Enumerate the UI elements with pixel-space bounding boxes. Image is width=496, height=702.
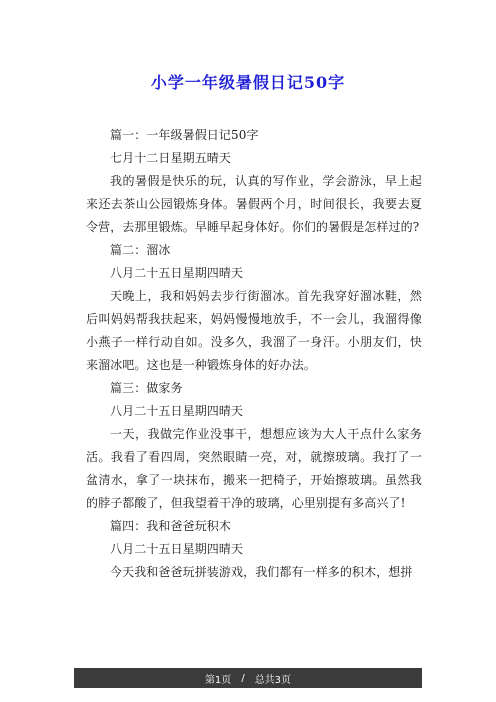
date-line: 八月二十五日星期四晴天 — [110, 542, 244, 556]
document-body — [86, 124, 422, 584]
body-paragraph: 今天我和爸爸玩拼装游戏，我们都有一样多的积木，想拼 — [110, 565, 413, 579]
section-heading: 篇一：一年级暑假日记50字 — [110, 128, 259, 142]
section-heading: 篇二：溜冰 — [110, 243, 171, 257]
section-heading: 篇四：我和爸爸玩积木 — [110, 519, 232, 533]
body-paragraph: 一天，我做完作业没事干，想想应该为大人干点什么家务活。我看了看四周，突然眼睛一亮，对，就擦玻璃。我打了一盆清水，拿了一块抹布，搬来一把椅子，开始擦玻璃。虽然我的脖子都酸了，但我望着干净的玻璃，心里别提有多高兴了! — [86, 427, 422, 510]
page-footer — [74, 668, 422, 688]
body-paragraph: 我的暑假是快乐的玩，认真的写作业，学会游泳，早上起来还去茶山公园锻炼身体。暑假两个月，时间很长，我要去夏令营，去那里锻炼。早睡早起身体好。你们的暑假是怎样过的? — [86, 174, 422, 234]
date-line: 七月十二日星期五晴天 — [110, 151, 232, 165]
date-line: 八月二十五日星期四晴天 — [110, 266, 244, 280]
section-heading: 篇三：做家务 — [110, 381, 183, 395]
document-title: 小学一年级暑假日记50字 — [150, 73, 346, 92]
page-separator: / — [241, 672, 245, 684]
page-number: 第1页 — [204, 674, 232, 686]
date-line: 八月二十五日星期四晴天 — [110, 404, 244, 418]
page-total: 总共3页 — [254, 674, 292, 686]
body-paragraph: 天晚上，我和妈妈去步行街溜冰。首先我穿好溜冰鞋，然后叫妈妈帮我扶起来，妈妈慢慢地放手，不一会儿，我溜得像小燕子一样行动自如。没多久，我溜了一身汗。小朋友们，快来溜冰吧。这也是一种锻炼身体的好办法。 — [86, 289, 422, 372]
